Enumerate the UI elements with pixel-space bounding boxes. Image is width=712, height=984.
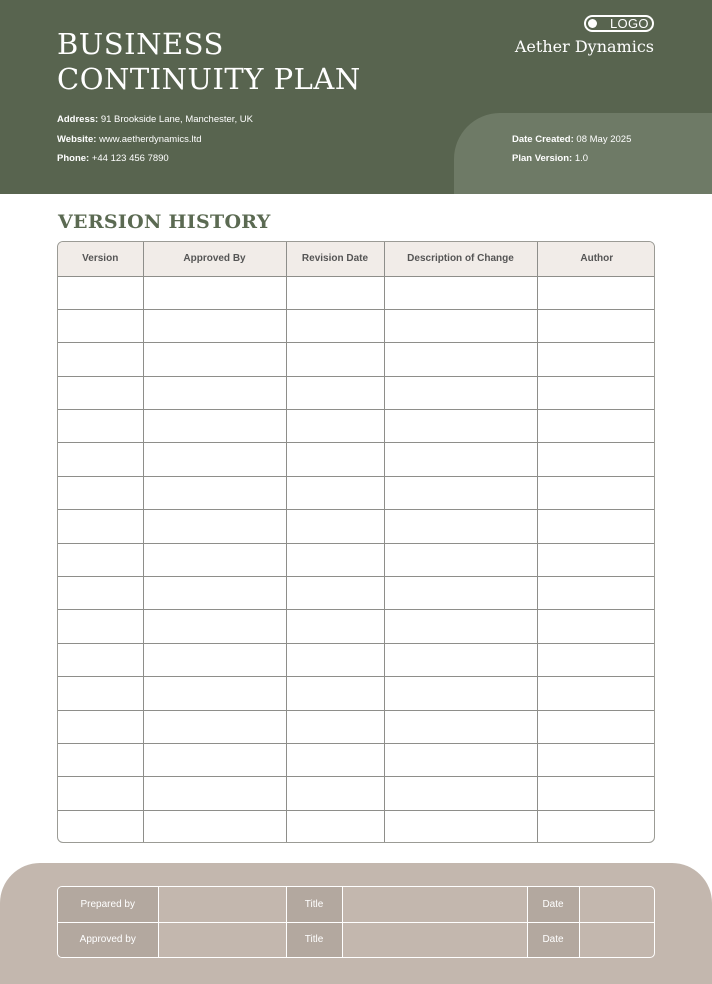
table-cell[interactable]	[143, 376, 286, 409]
approved-by-label: Approved by	[58, 922, 158, 957]
plan-version-value: 1.0	[574, 153, 589, 164]
document-title	[57, 27, 361, 97]
table-cell[interactable]	[143, 710, 286, 743]
logo-dot-icon	[588, 19, 597, 28]
table-cell[interactable]	[286, 643, 384, 676]
table-cell[interactable]	[537, 577, 655, 610]
version-history-table	[58, 242, 655, 843]
approved-title-field[interactable]	[342, 922, 527, 957]
table-cell[interactable]	[537, 643, 655, 676]
table-row	[58, 410, 655, 443]
address-value: 91 Brookside Lane, Manchester, UK	[100, 114, 253, 125]
table-cell[interactable]	[537, 376, 655, 409]
approved-date-label: Date	[527, 922, 579, 957]
table-cell[interactable]	[537, 677, 655, 710]
table-cell[interactable]	[384, 309, 537, 342]
column-header-version: Version	[58, 242, 143, 276]
table-row	[58, 443, 655, 476]
column-header-revision-date: Revision Date	[286, 242, 384, 276]
table-cell[interactable]	[58, 710, 143, 743]
title-line-1: BUSINESS	[57, 27, 224, 61]
table-cell[interactable]	[537, 510, 655, 543]
table-cell[interactable]	[384, 710, 537, 743]
approved-date-field[interactable]	[579, 922, 655, 957]
table-cell[interactable]	[384, 577, 537, 610]
signoff-table	[58, 887, 655, 957]
table-row	[58, 577, 655, 610]
date-created-line	[512, 134, 631, 146]
table-row	[58, 510, 655, 543]
table-cell[interactable]	[537, 777, 655, 810]
table-cell[interactable]	[58, 743, 143, 776]
table-cell[interactable]	[143, 810, 286, 843]
table-row	[58, 643, 655, 676]
table-cell[interactable]	[143, 510, 286, 543]
table-cell[interactable]	[537, 610, 655, 643]
table-cell[interactable]	[286, 443, 384, 476]
prepared-title-field[interactable]	[342, 887, 527, 922]
column-header-description: Description of Change	[384, 242, 537, 276]
address-line	[57, 114, 253, 126]
table-cell[interactable]	[537, 343, 655, 376]
table-cell[interactable]	[384, 643, 537, 676]
table-header-row	[58, 242, 655, 276]
phone-label: Phone:	[57, 153, 90, 164]
table-row	[58, 743, 655, 776]
table-cell[interactable]	[143, 476, 286, 509]
table-row	[58, 476, 655, 509]
table-cell[interactable]	[58, 510, 143, 543]
table-cell[interactable]	[286, 543, 384, 576]
table-cell[interactable]	[58, 677, 143, 710]
table-cell[interactable]	[286, 577, 384, 610]
table-cell[interactable]	[58, 643, 143, 676]
plan-version-label: Plan Version:	[512, 153, 573, 164]
table-cell[interactable]	[537, 276, 655, 309]
table-cell[interactable]	[58, 543, 143, 576]
table-cell[interactable]	[143, 743, 286, 776]
logo-badge	[584, 15, 654, 32]
table-cell[interactable]	[286, 743, 384, 776]
table-row	[58, 810, 655, 843]
table-cell[interactable]	[537, 443, 655, 476]
table-cell[interactable]	[537, 309, 655, 342]
table-cell[interactable]	[286, 343, 384, 376]
table-cell[interactable]	[384, 777, 537, 810]
phone-value: +44 123 456 7890	[91, 153, 169, 164]
table-cell[interactable]	[286, 810, 384, 843]
table-cell[interactable]	[384, 810, 537, 843]
website-label: Website:	[57, 134, 97, 145]
table-cell[interactable]	[143, 343, 286, 376]
website-value: www.aetherdynamics.ltd	[99, 134, 202, 145]
date-created-label: Date Created:	[512, 134, 574, 145]
table-cell[interactable]	[384, 476, 537, 509]
table-cell[interactable]	[384, 376, 537, 409]
table-cell[interactable]	[537, 743, 655, 776]
table-cell[interactable]	[58, 577, 143, 610]
table-cell[interactable]	[537, 410, 655, 443]
prepared-title-label: Title	[286, 887, 342, 922]
table-cell[interactable]	[143, 309, 286, 342]
table-cell[interactable]	[384, 543, 537, 576]
table-cell[interactable]	[286, 777, 384, 810]
table-row	[58, 710, 655, 743]
table-cell[interactable]	[384, 443, 537, 476]
table-row	[58, 610, 655, 643]
table-row	[58, 276, 655, 309]
table-cell[interactable]	[384, 410, 537, 443]
plan-version-line	[512, 153, 588, 165]
table-cell[interactable]	[286, 710, 384, 743]
table-cell[interactable]	[143, 610, 286, 643]
table-cell[interactable]	[143, 443, 286, 476]
table-cell[interactable]	[143, 543, 286, 576]
version-history-table-frame	[57, 241, 655, 843]
table-cell[interactable]	[58, 410, 143, 443]
address-label: Address:	[57, 114, 99, 125]
table-row	[58, 543, 655, 576]
table-row	[58, 309, 655, 342]
table-row	[58, 376, 655, 409]
table-cell[interactable]	[286, 276, 384, 309]
version-history-title: VERSION HISTORY	[58, 211, 271, 233]
table-cell[interactable]	[143, 643, 286, 676]
prepared-by-label: Prepared by	[58, 887, 158, 922]
prepared-date-label: Date	[527, 887, 579, 922]
approved-title-label: Title	[286, 922, 342, 957]
column-header-author: Author	[537, 242, 655, 276]
table-row	[58, 343, 655, 376]
table-row	[58, 677, 655, 710]
table-cell[interactable]	[58, 476, 143, 509]
table-row	[58, 777, 655, 810]
signoff-table-frame	[57, 886, 655, 958]
table-cell[interactable]	[58, 810, 143, 843]
signoff-row-approved	[58, 922, 655, 957]
table-cell[interactable]	[58, 376, 143, 409]
table-cell[interactable]	[384, 677, 537, 710]
logo-text: LOGO	[610, 16, 649, 31]
website-line	[57, 134, 202, 146]
table-cell[interactable]	[537, 543, 655, 576]
table-cell[interactable]	[143, 410, 286, 443]
table-cell[interactable]	[286, 309, 384, 342]
table-cell[interactable]	[384, 343, 537, 376]
company-name: Aether Dynamics	[514, 37, 654, 56]
table-cell[interactable]	[286, 510, 384, 543]
table-cell[interactable]	[143, 577, 286, 610]
table-cell[interactable]	[384, 610, 537, 643]
prepared-by-field[interactable]	[158, 887, 286, 922]
table-cell[interactable]	[58, 610, 143, 643]
title-line-2: CONTINUITY PLAN	[57, 62, 361, 96]
table-cell[interactable]	[384, 743, 537, 776]
header-banner	[0, 0, 712, 194]
table-cell[interactable]	[537, 810, 655, 843]
table-cell[interactable]	[58, 343, 143, 376]
table-cell[interactable]	[286, 610, 384, 643]
phone-line	[57, 153, 169, 165]
table-cell[interactable]	[58, 443, 143, 476]
date-created-value: 08 May 2025	[576, 134, 632, 145]
table-cell[interactable]	[537, 710, 655, 743]
table-cell[interactable]	[143, 777, 286, 810]
table-cell[interactable]	[537, 476, 655, 509]
table-cell[interactable]	[286, 476, 384, 509]
table-cell[interactable]	[384, 510, 537, 543]
table-cell[interactable]	[58, 777, 143, 810]
table-cell[interactable]	[58, 276, 143, 309]
table-cell[interactable]	[143, 677, 286, 710]
signoff-row-prepared	[58, 887, 655, 922]
prepared-date-field[interactable]	[579, 887, 655, 922]
table-cell[interactable]	[286, 410, 384, 443]
table-cell[interactable]	[286, 677, 384, 710]
approved-by-field[interactable]	[158, 922, 286, 957]
table-cell[interactable]	[143, 276, 286, 309]
version-history-rows	[58, 276, 655, 843]
table-cell[interactable]	[286, 376, 384, 409]
table-cell[interactable]	[384, 276, 537, 309]
column-header-approved-by: Approved By	[143, 242, 286, 276]
table-cell[interactable]	[58, 309, 143, 342]
